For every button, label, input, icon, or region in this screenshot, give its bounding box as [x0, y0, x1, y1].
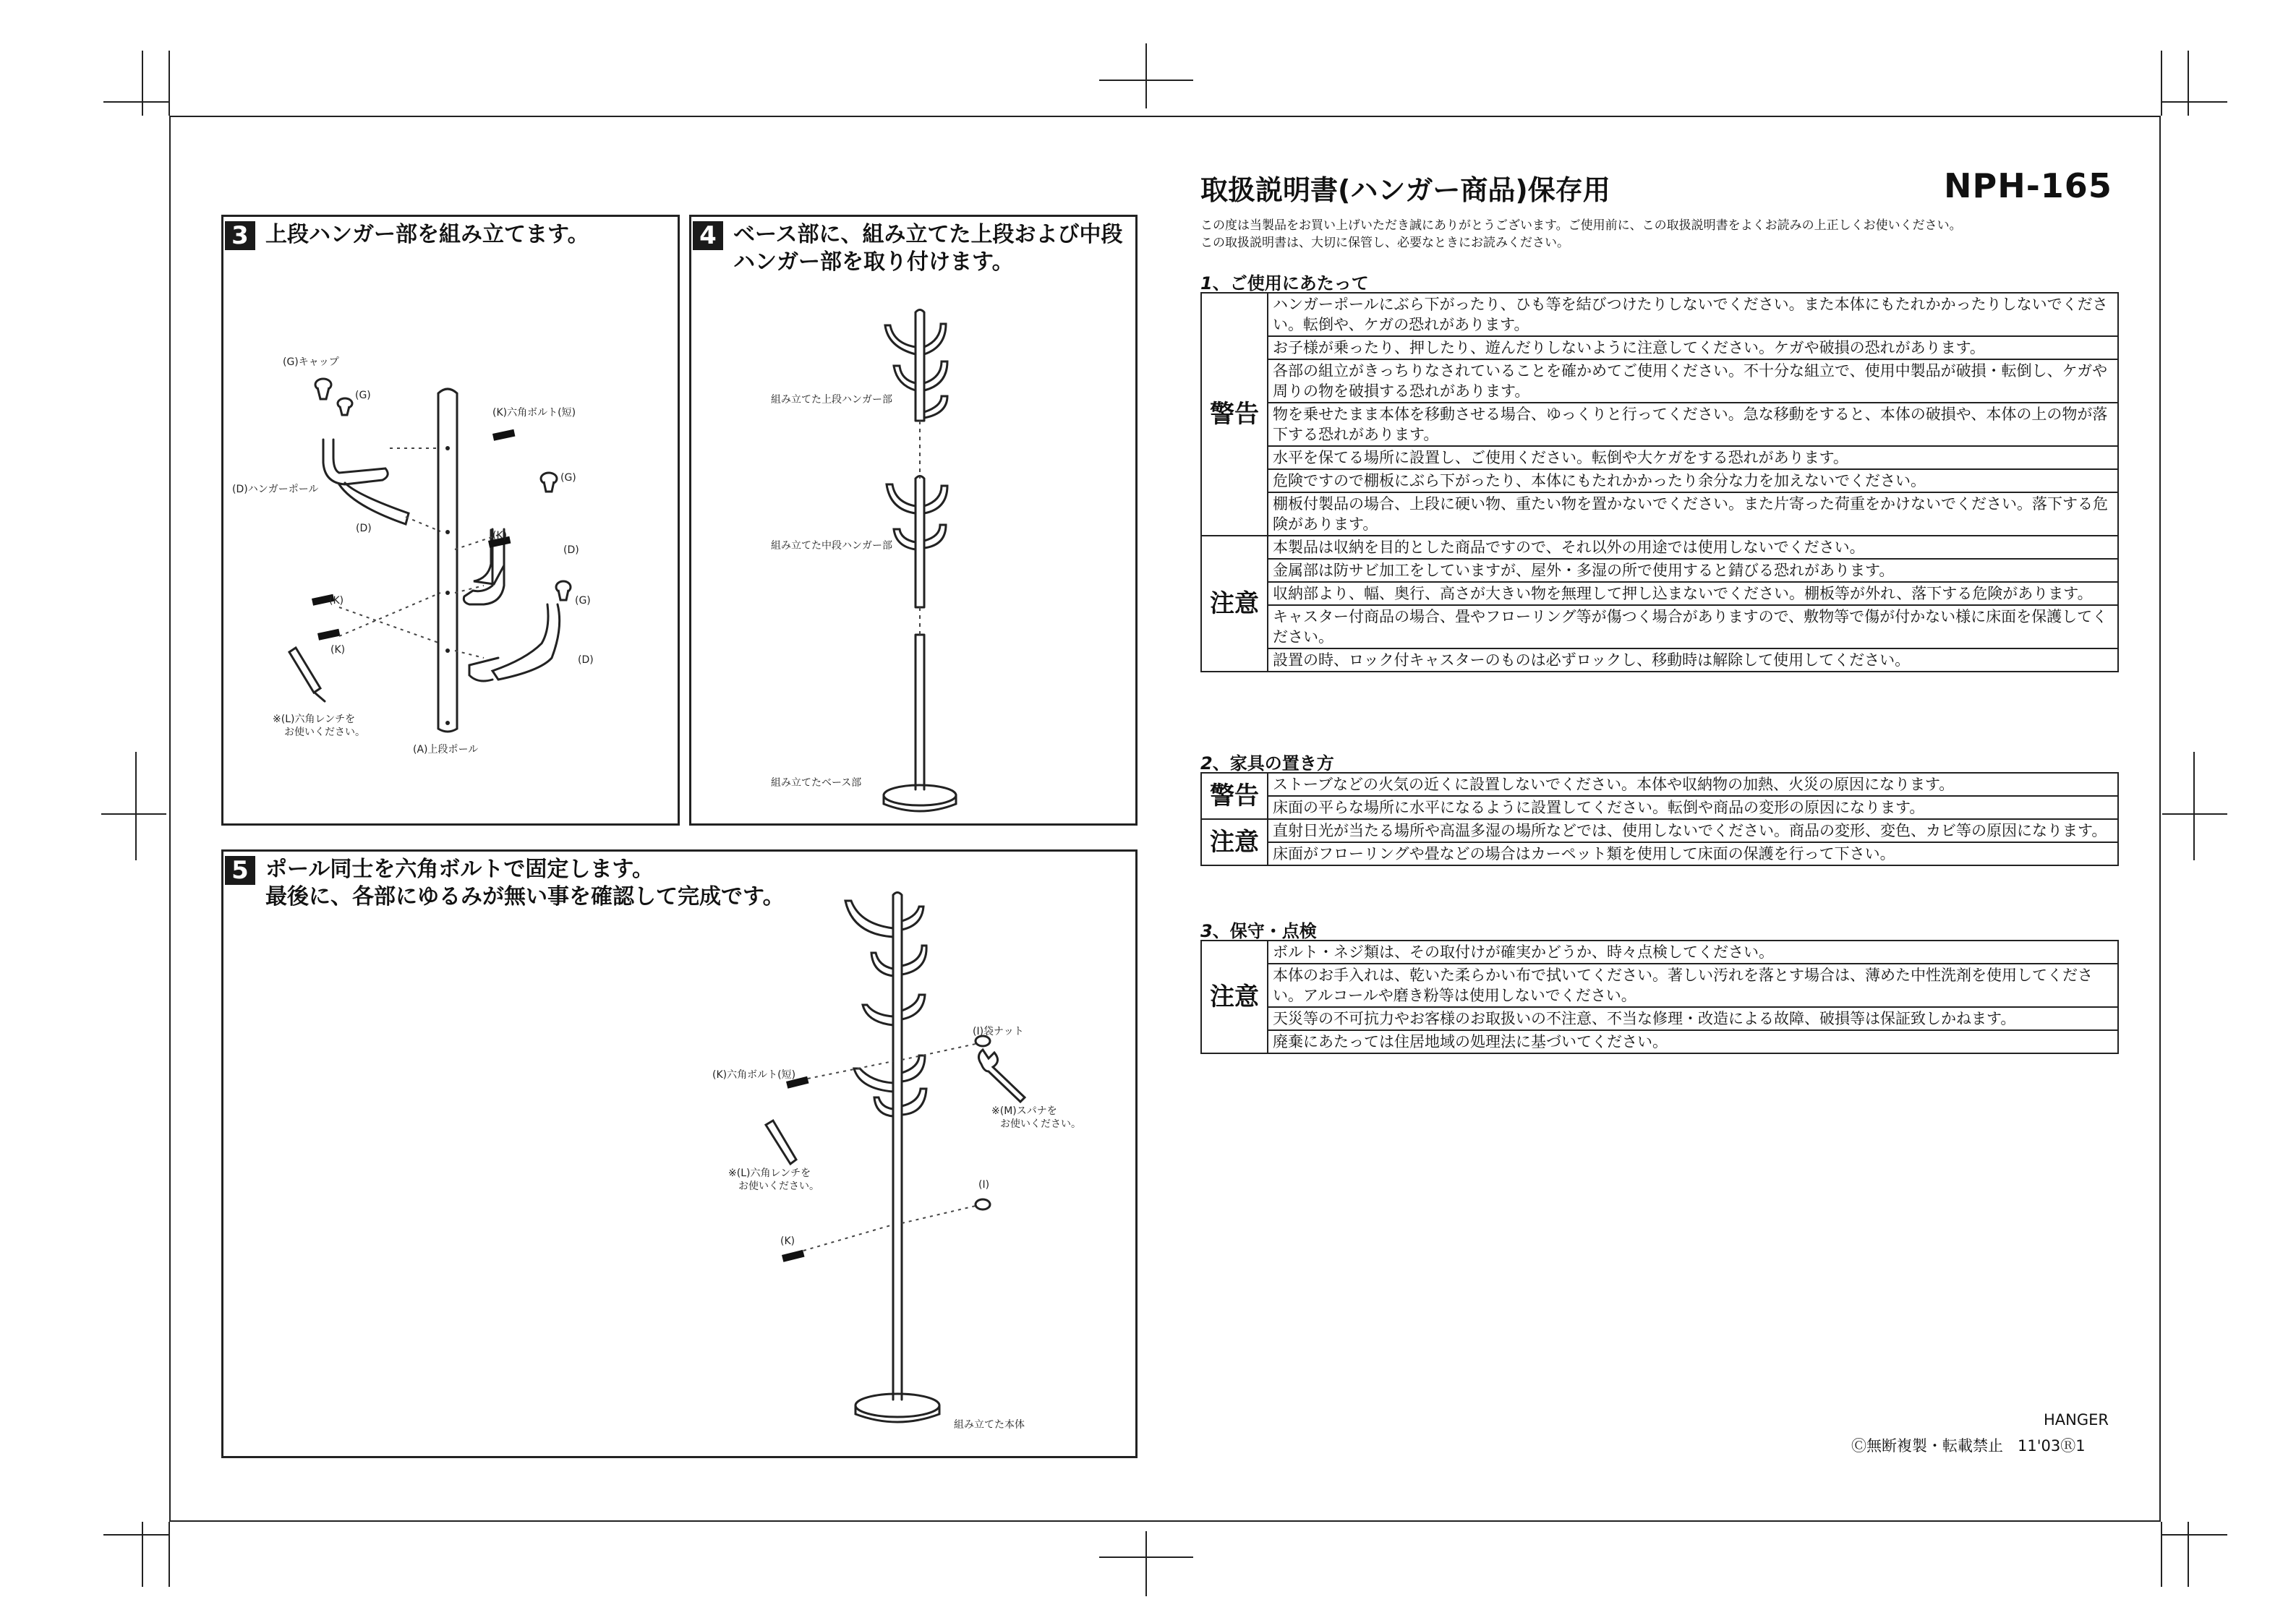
label-wrench-note: ※(L)六角レンチを: [728, 1168, 811, 1179]
step-title: ポール同士を六角ボルトで固定します。: [265, 857, 654, 882]
step-5-illustration: [223, 852, 1140, 1460]
caution-label: 注意: [1201, 536, 1268, 672]
table-row: 本製品は収納を目的とした商品ですので、それ以外の用途では使用しないでください。: [1268, 536, 2118, 559]
table-row: ボルト・ネジ類は、その取付けが確実かどうか、時々点検してください。: [1268, 941, 2118, 964]
label-hanger-pole: (D)ハンガーポール: [232, 484, 319, 495]
label-k: (K): [330, 644, 346, 656]
table-row: 金属部は防サビ加工をしていますが、屋外・多湿の所で使用すると錆びる恐れがあります。: [1268, 559, 2118, 582]
label-upper-pole: (A)上段ポール: [413, 744, 479, 755]
label-cap-nut: (I)袋ナット: [973, 1026, 1024, 1037]
table-row: 危険ですので棚板にぶら下がったり、本体にもたれかかったり余分な力を加えないでください。: [1268, 469, 2118, 492]
caution-label: 注意: [1201, 941, 1268, 1053]
table-row: 水平を保てる場所に設置し、ご使用ください。転倒や大ケガをする恐れがあります。: [1268, 446, 2118, 469]
section-3-table: [1200, 940, 2119, 1054]
label-base: 組み立てたベース部: [771, 777, 862, 789]
step-4-panel: [689, 215, 1138, 826]
label-wrench-note: お使いください。: [738, 1181, 819, 1192]
step-title: 最後に、各部にゆるみが無い事を確認して完成です。: [265, 884, 785, 909]
intro-line: この度は当製品をお買い上げいただき誠にありがとうございます。ご使用前に、この取扱説明書をよくお読みの上正しくお使いください。: [1200, 218, 1962, 233]
footer-category: HANGER: [2044, 1411, 2109, 1429]
section-3-heading: [1200, 917, 1317, 942]
label-bolt-short: (K)六角ボルト(短): [712, 1069, 796, 1081]
table-row: ハンガーポールにぶら下がったり、ひも等を結びつけたりしないでください。また本体にもたれかかったりしないでください。転倒や、ケガの恐れがあります。: [1268, 293, 2118, 336]
step-number: 5: [225, 856, 255, 885]
section-1-heading: [1200, 269, 1369, 294]
label-assembled: 組み立てた本体: [954, 1419, 1025, 1431]
warning-label: 警告: [1201, 293, 1268, 536]
label-i: (I): [978, 1179, 990, 1191]
table-row: 収納部より、幅、奥行、高さが大きい物を無理して押し込まないでください。棚板等が外れ、落下する危険があります。: [1268, 582, 2118, 605]
print-code: 11'03: [2018, 1437, 2061, 1455]
section-number: 3: [1200, 921, 1213, 941]
step-title: ベース部に、組み立てた上段および中段: [733, 222, 1123, 247]
step-3-panel: [221, 215, 680, 826]
step-title: ハンガー部を取り付けます。: [733, 249, 1014, 275]
warning-label: 警告: [1201, 773, 1268, 819]
table-row: 物を乗せたまま本体を移動させる場合、ゆっくりと行ってください。急な移動をすると、本体の破損や、本体の上の物が落下する恐れがあります。: [1268, 403, 2118, 446]
step-title: 上段ハンガー部を組み立てます。: [265, 222, 589, 247]
label-cap: (G)キャップ: [283, 356, 339, 368]
model-number: NPH-165: [1944, 166, 2112, 205]
table-row: 設置の時、ロック付キャスターのものは必ずロックし、移動時は解除して使用してください。: [1268, 648, 2118, 672]
table-row: 本体のお手入れは、乾いた柔らかい布で拭いてください。著しい汚れを落とす場合は、薄めた中性洗剤を使用してください。アルコールや磨き粉等は使用しないでください。: [1268, 964, 2118, 1007]
section-title: 、家具の置き方: [1212, 753, 1334, 774]
table-row: 棚板付製品の場合、上段に硬い物、重たい物を置かないでください。また片寄った荷重をかけないでください。落下する危険があります。: [1268, 492, 2118, 536]
table-row: 天災等の不可抗力やお客様のお取扱いの不注意、不当な修理・改造による故障、破損等は保証致しかねます。: [1268, 1007, 2118, 1030]
section-number: 1: [1200, 273, 1213, 294]
section-number: 2: [1200, 753, 1213, 774]
step-number: 3: [225, 221, 255, 250]
table-row: 各部の組立がきっちりなされていることを確かめてご使用ください。不十分な組立で、使用中製品が破損・転倒し、ケガや周りの物を破損する恐れがあります。: [1268, 359, 2118, 403]
section-1-table: [1200, 292, 2119, 672]
table-row: お子様が乗ったり、押したり、遊んだりしないように注意してください。ケガや破損の恐れがあります。: [1268, 336, 2118, 359]
label-spanner-note: ※(M)スパナを: [991, 1105, 1057, 1117]
label-bolt-short: (K)六角ボルト(短): [492, 407, 576, 419]
footer-copyright: [1851, 1434, 2086, 1456]
label-k: (K): [492, 530, 508, 541]
label-d: (D): [563, 544, 579, 556]
document-title: 取扱説明書(ハンガー商品)保存用: [1200, 174, 1610, 206]
section-2-table: [1200, 772, 2119, 866]
revision-number: 1: [2075, 1437, 2086, 1455]
label-upper-hanger: 組み立てた上段ハンガー部: [771, 394, 892, 406]
label-k: (K): [780, 1236, 795, 1247]
caution-label: 注意: [1201, 819, 1268, 865]
registered-icon: Ⓡ: [2060, 1437, 2076, 1455]
table-row: 廃棄にあたっては住居地域の処理法に基づいてください。: [1268, 1030, 2118, 1053]
label-d: (D): [578, 654, 594, 666]
label-g: (G): [355, 390, 371, 401]
copyright-icon: Ⓒ: [1851, 1437, 1866, 1455]
table-row: キャスター付商品の場合、畳やフローリング等が傷つく場合がありますので、敷物等で傷が付かない様に床面を保護してください。: [1268, 605, 2118, 648]
intro-line: この取扱説明書は、大切に保管し、必要なときにお読みください。: [1200, 236, 1569, 250]
step-4-illustration: [691, 217, 1140, 828]
section-title: 、保守・点検: [1212, 921, 1317, 941]
label-k: (K): [329, 595, 344, 607]
intro-text: [1200, 217, 2126, 252]
table-row: 直射日光が当たる場所や高温多湿の場所などでは、使用しないでください。商品の変形、変色、カビ等の原因になります。: [1268, 819, 2118, 842]
section-title: 、ご使用にあたって: [1212, 273, 1369, 294]
table-row: ストーブなどの火気の近くに設置しないでください。本体や収納物の加熱、火災の原因になります。: [1268, 773, 2118, 796]
label-g: (G): [575, 595, 591, 607]
table-row: 床面がフローリングや畳などの場合はカーペット類を使用して床面の保護を行って下さい。: [1268, 842, 2118, 865]
step-5-panel: [221, 849, 1138, 1458]
label-spanner-note: お使いください。: [1000, 1118, 1081, 1130]
section-2-heading: [1200, 749, 1334, 774]
label-middle-hanger: 組み立てた中段ハンガー部: [771, 540, 892, 552]
label-d: (D): [356, 523, 372, 534]
table-row: 床面の平らな場所に水平になるように設置してください。転倒や商品の変形の原因になります。: [1268, 796, 2118, 819]
label-g: (G): [560, 472, 576, 484]
label-wrench-note: お使いください。: [284, 727, 365, 738]
label-wrench-note: ※(L)六角レンチを: [273, 714, 356, 725]
copyright-text: 無断複製・転載禁止: [1866, 1437, 2003, 1455]
step-number: 4: [693, 221, 723, 250]
